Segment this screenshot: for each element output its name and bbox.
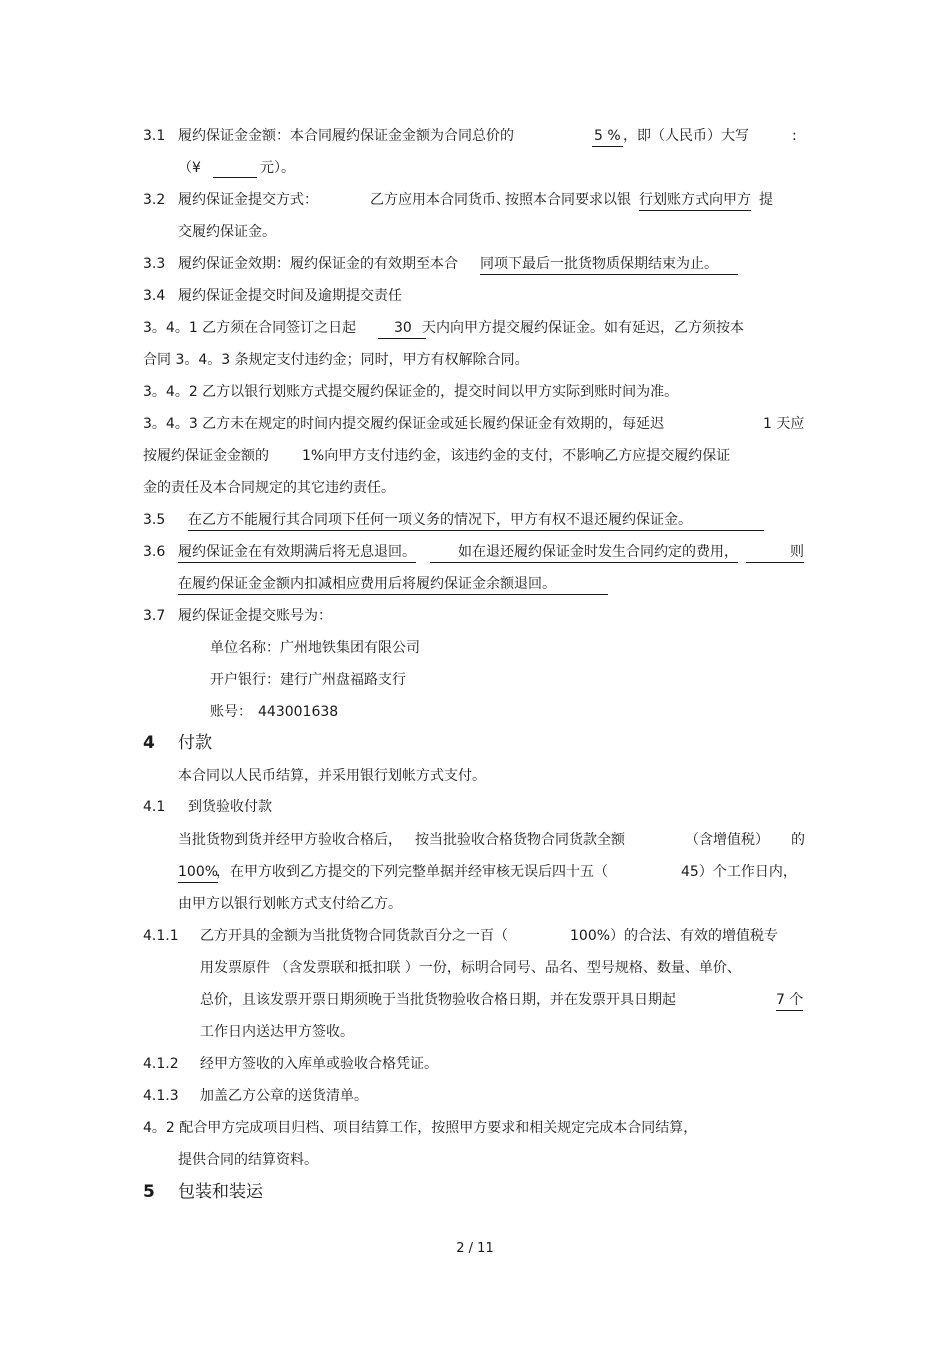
section-4-1-1-l3a: 总价，且该发票开票日期须晚于当批货物验收合格日期，并在发票开具日期起 <box>200 992 676 1008</box>
section-5-num: 5 <box>143 1182 155 1202</box>
section-4-1-l1a: 当批货物到货并经甲方验收合格后， <box>178 832 402 848</box>
amount-blank <box>213 158 257 178</box>
section-5-title: 包装和装运 <box>178 1182 263 1202</box>
section-3-4-3-text1b: 1 天应 <box>763 416 805 432</box>
section-3-1-line2b: 元）。 <box>260 160 295 176</box>
section-3-6-text3: 则 <box>746 542 804 563</box>
section-4-1-1-num: 4.1.1 <box>143 928 179 944</box>
section-3-2-num: 3.2 <box>143 192 166 208</box>
section-4-1-l3: 由甲方以银行划帐方式支付给乙方。 <box>178 896 402 912</box>
account-unit-name: 单位名称：广州地铁集团有限公司 <box>210 640 420 656</box>
section-3-4-1-line2: 合同 3。4。3 条规定支付违约金；同时，甲方有权解除合同。 <box>143 352 529 368</box>
section-4-intro: 本合同以人民币结算，并采用银行划帐方式支付。 <box>178 768 486 784</box>
section-3-4-1-text2: 天内向甲方提交履约保证金。如有延迟，乙方须按本 <box>422 320 744 336</box>
section-3-4-num: 3.4 <box>143 288 166 304</box>
section-3-5-num: 3.5 <box>143 512 166 528</box>
section-3-6-text2: 如在退还履约保证金时发生合同约定的费用， <box>430 542 738 563</box>
section-4-1-l2b: ，在甲方收到乙方提交的下列完整单据并经审核无误后四十五（ <box>216 864 608 880</box>
section-3-2-text1: 履约保证金提交方式： <box>178 192 318 208</box>
section-3-2-line2: 交履约保证金。 <box>178 224 276 240</box>
section-3-2-text4: 行划账方式向甲方 <box>639 190 751 211</box>
section-3-4-3-text2a: 按履约保证金金额的 <box>143 448 269 464</box>
account-bank: 开户银行：建行广州盘福路支行 <box>210 672 406 688</box>
section-3-7-num: 3.7 <box>143 608 166 624</box>
section-3-2-text2: 乙方应用本合同货币、 <box>370 192 510 208</box>
section-4-1-l1d: 的 <box>791 832 805 848</box>
section-3-4-3-line3: 金的责任及本合同规定的其它违约责任。 <box>143 480 395 496</box>
section-3-4-2-text: 3。4。2 乙方以银行划账方式提交履约保证金的，提交时间以甲方实际到账时间为准。 <box>143 384 679 400</box>
section-4-1-l1c: （含增值税） <box>685 832 769 848</box>
section-3-6-num: 3.6 <box>143 544 166 560</box>
section-3-6-line2: 在履约保证金金额内扣减相应费用后将履约保证金余额退回。 <box>178 574 608 595</box>
section-4-1-l2c: 45）个工作日内， <box>681 864 797 880</box>
section-3-7-text: 履约保证金提交账号为： <box>178 608 332 624</box>
section-4-1-l2a: 100% <box>178 862 218 883</box>
section-3-1-colon: : <box>792 128 797 144</box>
section-4-1-3-text: 加盖乙方公章的送货清单。 <box>200 1088 368 1104</box>
section-3-1-percent: 5 % <box>592 126 623 147</box>
section-4-1-1-l1b: 100%）的合法、有效的增值税专 <box>570 928 779 944</box>
section-4-1-3-num: 4.1.3 <box>143 1088 179 1104</box>
section-4-1-1-l1a: 乙方开具的金额为当批货物合同货款百分之一百（ <box>200 928 508 944</box>
section-4-1-num: 4.1 <box>143 799 166 815</box>
section-3-4-1-text1: 3。4。1 乙方须在合同签订之日起 <box>143 320 357 336</box>
section-4-num: 4 <box>143 733 155 753</box>
section-4-1-1-l4: 工作日内送达甲方签收。 <box>200 1024 354 1040</box>
account-number-label: 账号： <box>210 704 252 720</box>
section-4-2-line2: 提供合同的结算资料。 <box>178 1152 318 1168</box>
section-3-4-3-text1: 3。4。3 乙方未在规定的时间内提交履约保证金或延长履约保证金有效期的，每延迟 <box>143 416 665 432</box>
section-3-4-1-days: 30 <box>378 318 426 339</box>
section-4-1-2-text: 经甲方签收的入库单或验收合格凭证。 <box>200 1056 438 1072</box>
page-number: 2 / 11 <box>456 1241 494 1256</box>
section-3-1-text: 履约保证金金额：本合同履约保证金金额为合同总价的 <box>178 128 514 144</box>
section-4-1-1-l2: 用发票原件 （含发票联和抵扣联 ）一份，标明合同号、品名、型号规格、数量、单价、 <box>200 960 741 976</box>
section-3-4-3-text2b: 1%向甲方支付违约金，该违约金的支付，不影响乙方应提交履约保证 <box>302 448 731 464</box>
section-3-2-text3: 按照本合同要求以银 <box>505 192 631 208</box>
section-4-1-l1b: 按当批验收合格货物合同货款全额 <box>415 832 625 848</box>
section-3-2-text5: 提 <box>759 192 773 208</box>
section-3-3-text1: 履约保证金效期：履约保证金的有效期至本合 <box>178 256 458 272</box>
section-4-title: 付款 <box>178 733 212 753</box>
section-3-1-line2a: （¥ <box>178 160 201 176</box>
section-3-6-text1: 履约保证金在有效期满后将无息退回。 <box>178 542 416 563</box>
section-3-4-text: 履约保证金提交时间及逾期提交责任 <box>178 288 402 304</box>
section-4-1-2-num: 4.1.2 <box>143 1056 179 1072</box>
account-number: 443001638 <box>258 704 339 720</box>
section-3-1-mid: ，即（人民币）大写 <box>623 128 749 144</box>
section-3-3-text2: 同项下最后一批货物质保期结束为止。 <box>480 254 738 275</box>
section-3-3-num: 3.3 <box>143 256 166 272</box>
section-4-1-title: 到货验收付款 <box>188 799 272 815</box>
section-4-1-1-l3b: 7 个 <box>776 990 803 1011</box>
section-3-1-num: 3.1 <box>143 128 166 144</box>
section-4-2-text: 4。2 配合甲方完成项目归档、项目结算工作，按照甲方要求和相关规定完成本合同结算， <box>143 1120 698 1136</box>
section-3-5-text: 在乙方不能履行其合同项下任何一项义务的情况下，甲方有权不退还履约保证金。 <box>188 510 764 531</box>
